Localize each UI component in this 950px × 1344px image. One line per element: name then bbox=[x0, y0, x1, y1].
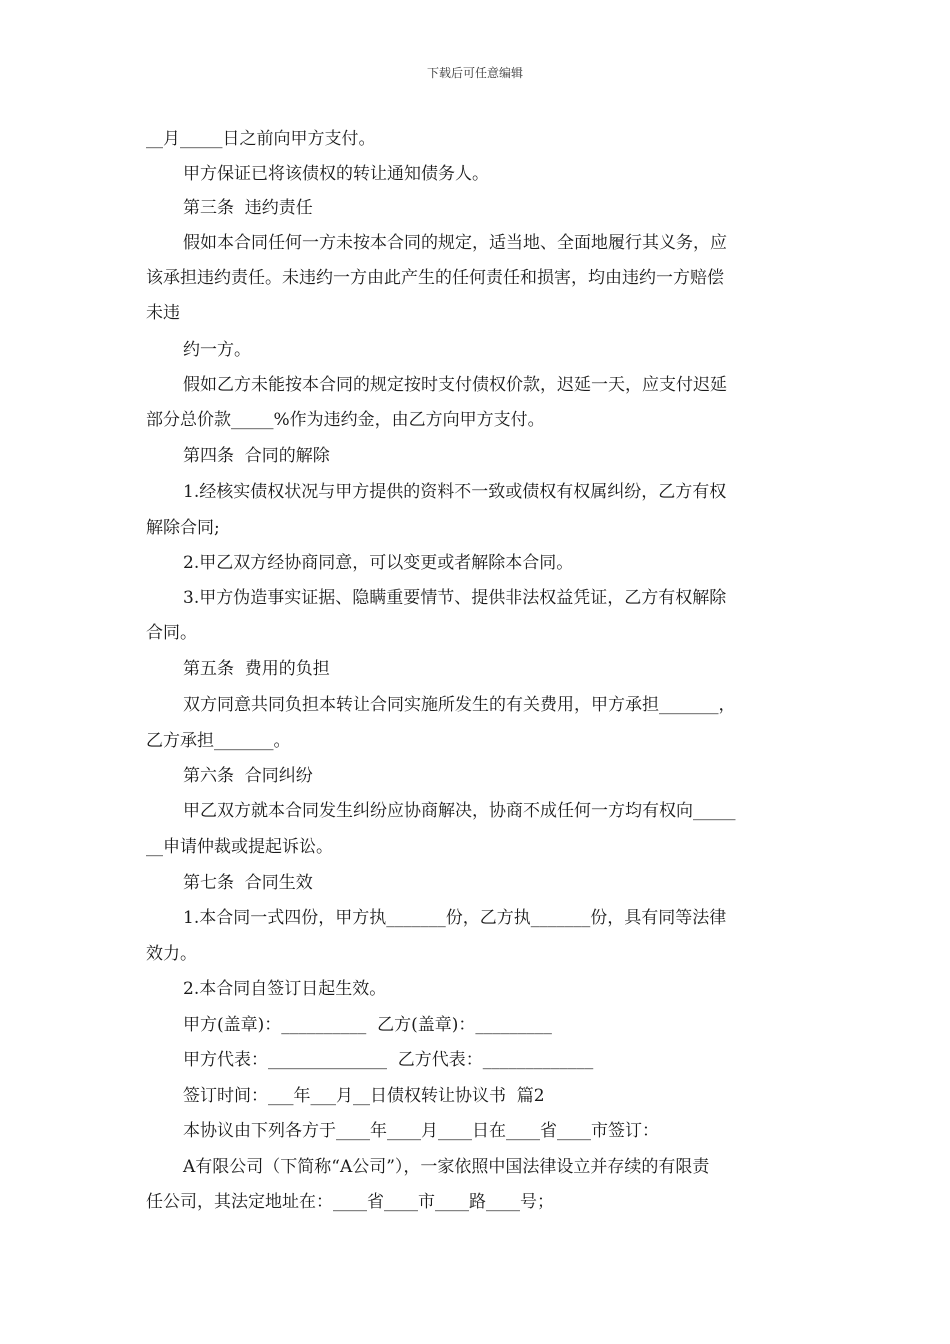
text-line: 甲乙双方就本合同发生纠纷应协商解决，协商不成任何一方均有权向_____ bbox=[183, 801, 736, 821]
text-line: 未违 bbox=[146, 303, 180, 323]
text-line: 任公司，其法定地址在：____省____市____路____号； bbox=[146, 1192, 554, 1212]
text-line: 3.甲方伪造事实证据、隐瞒重要情节、提供非法权益凭证，乙方有权解除 bbox=[183, 588, 727, 608]
text-line: 第五条 费用的负担 bbox=[183, 659, 330, 679]
text-line: 甲方保证已将该债权的转让通知债务人。 bbox=[183, 164, 489, 184]
text-line: __月_____日之前向甲方支付。 bbox=[146, 129, 376, 149]
text-line: 签订时间：___年___月__日债权转让协议书 篇2 bbox=[183, 1086, 545, 1106]
text-line: 第六条 合同纠纷 bbox=[183, 766, 313, 786]
text-line: 第三条 违约责任 bbox=[183, 198, 313, 218]
text-line: 第四条 合同的解除 bbox=[183, 446, 330, 466]
text-line: 1.经核实债权状况与甲方提供的资料不一致或债权有权属纠纷，乙方有权 bbox=[183, 482, 727, 502]
text-line: 双方同意共同负担本转让合同实施所发生的有关费用，甲方承担_______， bbox=[183, 695, 736, 715]
text-line: 假如本合同任何一方未按本合同的规定，适当地、全面地履行其义务，应 bbox=[183, 233, 727, 253]
text-line: 甲方代表：______________ 乙方代表：_____________ bbox=[183, 1050, 594, 1070]
text-line: 合同。 bbox=[146, 623, 197, 643]
text-line: 2.本合同自签订日起生效。 bbox=[183, 979, 387, 999]
text-line: 假如乙方未能按本合同的规定按时支付债权价款，迟延一天，应支付迟延 bbox=[183, 375, 727, 395]
text-line: 甲方(盖章)：__________ 乙方(盖章)：_________ bbox=[183, 1015, 552, 1035]
text-line: 本协议由下列各方于____年____月____日在____省____市签订： bbox=[183, 1121, 659, 1141]
text-line: __申请仲裁或提起诉讼。 bbox=[146, 837, 333, 857]
text-line: 第七条 合同生效 bbox=[183, 873, 313, 893]
text-line: 乙方承担_______。 bbox=[146, 731, 291, 751]
text-line: 该承担违约责任。未违约一方由此产生的任何责任和损害，均由违约一方赔偿 bbox=[146, 268, 724, 288]
text-line: 约一方。 bbox=[183, 340, 251, 360]
text-line: 效力。 bbox=[146, 944, 197, 964]
text-line: 2.甲乙双方经协商同意，可以变更或者解除本合同。 bbox=[183, 553, 574, 573]
page-header: 下载后可任意编辑 bbox=[426, 66, 523, 80]
text-line: 解除合同; bbox=[146, 518, 220, 538]
text-line: 部分总价款_____%作为违约金，由乙方向甲方支付。 bbox=[146, 410, 545, 430]
text-line: A有限公司（下简称“A公司”），一家依照中国法律设立并存续的有限责 bbox=[183, 1157, 710, 1177]
text-line: 1.本合同一式四份，甲方执_______份，乙方执_______份，具有同等法律 bbox=[183, 908, 727, 928]
